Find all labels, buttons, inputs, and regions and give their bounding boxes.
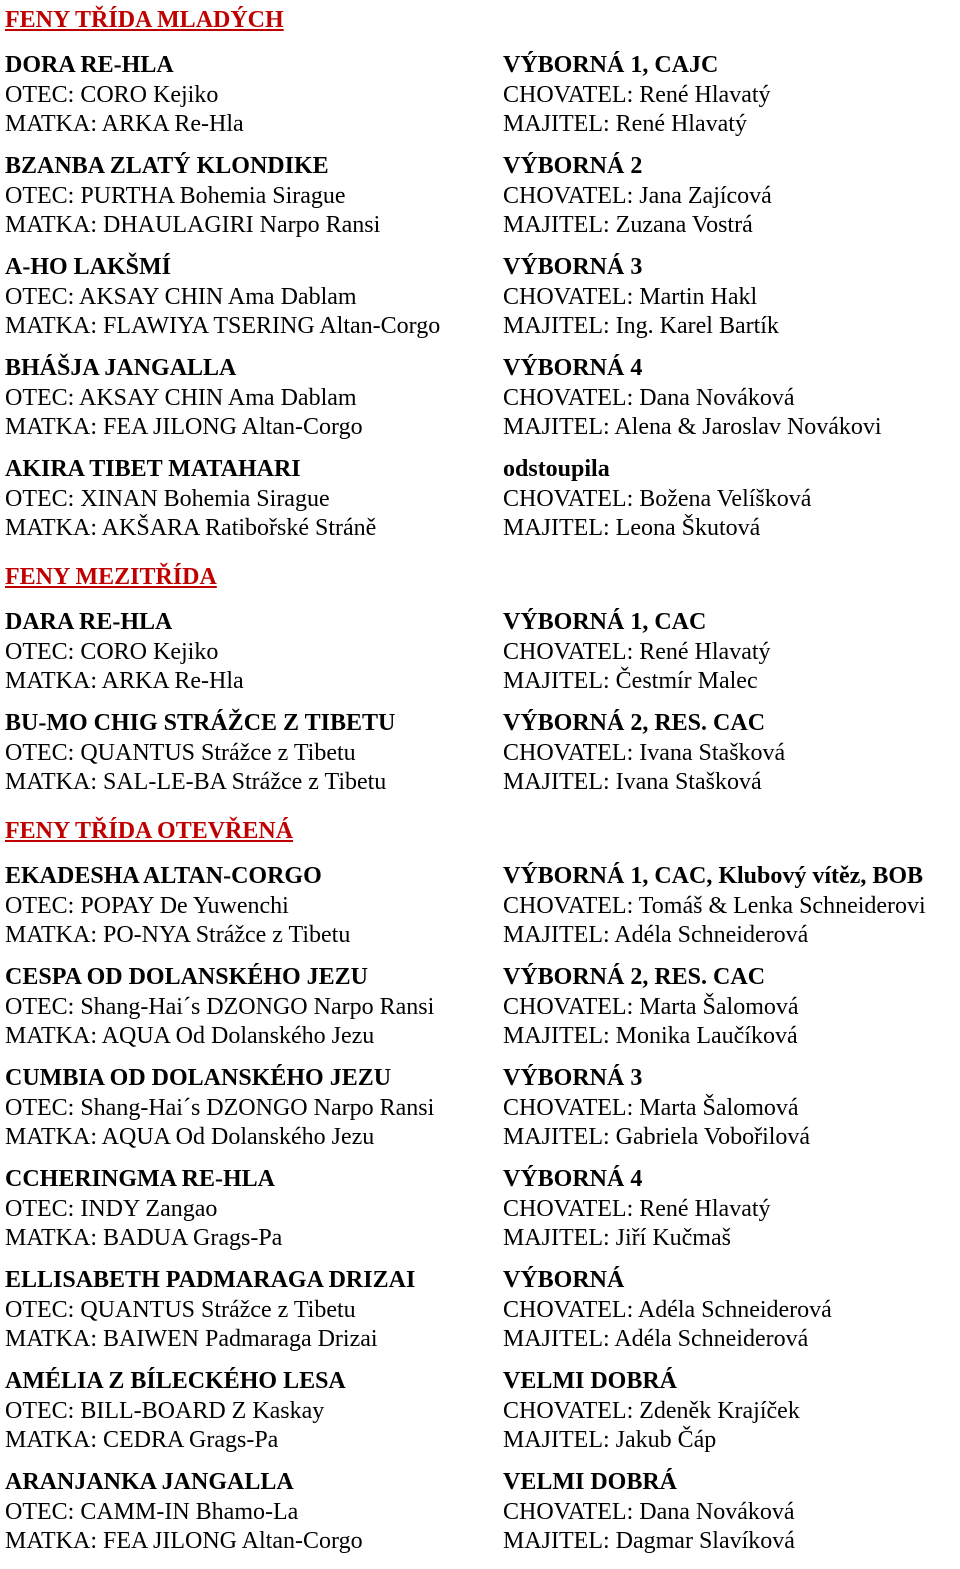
- dog-name: DARA RE-HLA: [5, 609, 173, 635]
- dog-info: [5, 1266, 500, 1355]
- dog-father: OTEC: POPAY De Yuwenchi: [5, 892, 289, 919]
- breeder: CHOVATEL: René Hlavatý: [503, 638, 771, 665]
- owner: MAJITEL: Ivana Stašková: [503, 769, 762, 795]
- owner: MAJITEL: Monika Laučíková: [503, 1023, 798, 1049]
- breeder: CHOVATEL: Martin Hakl: [503, 283, 758, 310]
- result-info: [503, 1266, 960, 1355]
- dog-name: EKADESHA ALTAN-CORGO: [5, 863, 322, 889]
- entry: [5, 253, 960, 354]
- rating: VÝBORNÁ 3: [503, 254, 643, 280]
- dog-name: CCHERINGMA RE-HLA: [5, 1166, 276, 1192]
- breeder: CHOVATEL: René Hlavatý: [503, 81, 771, 108]
- dog-mother: MATKA: DHAULAGIRI Narpo Ransi: [5, 212, 381, 238]
- result-info: [503, 455, 960, 544]
- dog-mother: MATKA: SAL-LE-BA Strážce z Tibetu: [5, 769, 387, 795]
- section-title: FENY TŘÍDA MLADÝCH: [5, 7, 284, 33]
- dog-name: BU-MO CHIG STRÁŽCE Z TIBETU: [5, 710, 396, 736]
- rating: VÝBORNÁ: [503, 1267, 625, 1293]
- breeder: CHOVATEL: Božena Velíšková: [503, 485, 812, 512]
- breeder: CHOVATEL: René Hlavatý: [503, 1195, 771, 1222]
- dog-info: [5, 963, 500, 1052]
- dog-father: OTEC: Shang-Hai´s DZONGO Narpo Ransi: [5, 993, 435, 1020]
- dog-name: DORA RE-HLA: [5, 52, 174, 78]
- breeder: CHOVATEL: Dana Nováková: [503, 1498, 795, 1525]
- result-info: [503, 354, 960, 443]
- entry: [5, 1468, 960, 1569]
- dog-name: CESPA OD DOLANSKÉHO JEZU: [5, 964, 368, 990]
- breeder: CHOVATEL: Tomáš & Lenka Schneiderovi: [503, 892, 926, 919]
- breeder: CHOVATEL: Marta Šalomová: [503, 1094, 799, 1121]
- breeder: CHOVATEL: Adéla Schneiderová: [503, 1296, 832, 1323]
- owner: MAJITEL: Jakub Čáp: [503, 1427, 717, 1453]
- section-open-class: [5, 816, 960, 1569]
- dog-mother: MATKA: AKŠARA Ratibořské Stráně: [5, 515, 377, 541]
- dog-mother: MATKA: BAIWEN Padmaraga Drizai: [5, 1326, 378, 1352]
- dog-info: [5, 253, 500, 342]
- dog-name: ELLISABETH PADMARAGA DRIZAI: [5, 1267, 416, 1293]
- entry: [5, 1064, 960, 1165]
- dog-name: BZANBA ZLATÝ KLONDIKE: [5, 153, 329, 179]
- entry: [5, 608, 960, 709]
- dog-name: A-HO LAKŠMÍ: [5, 254, 172, 280]
- entry: [5, 862, 960, 963]
- dog-father: OTEC: Shang-Hai´s DZONGO Narpo Ransi: [5, 1094, 435, 1121]
- dog-info: [5, 862, 500, 951]
- rating: VÝBORNÁ 2, RES. CAC: [503, 710, 766, 736]
- dog-father: OTEC: PURTHA Bohemia Sirague: [5, 182, 346, 209]
- dog-mother: MATKA: AQUA Od Dolanského Jezu: [5, 1124, 375, 1150]
- dog-father: OTEC: AKSAY CHIN Ama Dablam: [5, 283, 357, 310]
- dog-name: CUMBIA OD DOLANSKÉHO JEZU: [5, 1065, 392, 1091]
- owner: MAJITEL: Leona Škutová: [503, 515, 761, 541]
- breeder: CHOVATEL: Zdeněk Krajíček: [503, 1397, 800, 1424]
- dog-info: [5, 1468, 500, 1557]
- entry: [5, 1367, 960, 1468]
- dog-father: OTEC: AKSAY CHIN Ama Dablam: [5, 384, 357, 411]
- rating: VÝBORNÁ 2, RES. CAC: [503, 964, 766, 990]
- dog-father: OTEC: CAMM-IN Bhamo-La: [5, 1498, 299, 1525]
- rating: VÝBORNÁ 3: [503, 1065, 643, 1091]
- owner: MAJITEL: Ing. Karel Bartík: [503, 313, 779, 339]
- breeder: CHOVATEL: Jana Zajícová: [503, 182, 772, 209]
- result-info: [503, 1367, 960, 1456]
- section-title: FENY TŘÍDA OTEVŘENÁ: [5, 818, 294, 844]
- dog-info: [5, 152, 500, 241]
- owner: MAJITEL: Jiří Kučmaš: [503, 1225, 731, 1251]
- dog-name: BHÁŠJA JANGALLA: [5, 355, 237, 381]
- section-young-class: [5, 5, 960, 556]
- result-info: [503, 253, 960, 342]
- entry: [5, 455, 960, 556]
- rating: odstoupila: [503, 456, 610, 482]
- dog-info: [5, 1165, 500, 1254]
- owner: MAJITEL: René Hlavatý: [503, 111, 747, 137]
- dog-mother: MATKA: ARKA Re-Hla: [5, 668, 244, 694]
- dog-father: OTEC: CORO Kejiko: [5, 81, 219, 108]
- entry: [5, 152, 960, 253]
- result-info: [503, 608, 960, 697]
- rating: VÝBORNÁ 1, CAC, Klubový vítěz, BOB: [503, 863, 924, 889]
- section-title: FENY MEZITŘÍDA: [5, 564, 217, 590]
- result-info: [503, 963, 960, 1052]
- owner: MAJITEL: Adéla Schneiderová: [503, 922, 809, 948]
- dog-info: [5, 608, 500, 697]
- dog-name: AMÉLIA Z BÍLECKÉHO LESA: [5, 1368, 346, 1394]
- section-intermediate-class: [5, 562, 960, 810]
- dog-info: [5, 1064, 500, 1153]
- results-document: [5, 5, 960, 1569]
- owner: MAJITEL: Adéla Schneiderová: [503, 1326, 809, 1352]
- dog-info: [5, 455, 500, 544]
- breeder: CHOVATEL: Marta Šalomová: [503, 993, 799, 1020]
- entry: [5, 1165, 960, 1266]
- dog-father: OTEC: INDY Zangao: [5, 1195, 218, 1222]
- dog-father: OTEC: QUANTUS Strážce z Tibetu: [5, 739, 356, 766]
- result-info: [503, 1064, 960, 1153]
- result-info: [503, 862, 960, 951]
- owner: MAJITEL: Dagmar Slavíková: [503, 1528, 795, 1554]
- breeder: CHOVATEL: Ivana Stašková: [503, 739, 786, 766]
- result-info: [503, 1468, 960, 1557]
- dog-mother: MATKA: PO-NYA Strážce z Tibetu: [5, 922, 351, 948]
- dog-mother: MATKA: FLAWIYA TSERING Altan-Corgo: [5, 313, 441, 339]
- dog-father: OTEC: QUANTUS Strážce z Tibetu: [5, 1296, 356, 1323]
- rating: VÝBORNÁ 1, CAC: [503, 609, 707, 635]
- dog-name: ARANJANKA JANGALLA: [5, 1469, 294, 1495]
- rating: VÝBORNÁ 2: [503, 153, 643, 179]
- dog-mother: MATKA: CEDRA Grags-Pa: [5, 1427, 279, 1453]
- dog-mother: MATKA: AQUA Od Dolanského Jezu: [5, 1023, 375, 1049]
- entry: [5, 51, 960, 152]
- owner: MAJITEL: Gabriela Vobořilová: [503, 1124, 811, 1150]
- dog-mother: MATKA: BADUA Grags-Pa: [5, 1225, 283, 1251]
- dog-father: OTEC: BILL-BOARD Z Kaskay: [5, 1397, 325, 1424]
- rating: VELMI DOBRÁ: [503, 1368, 678, 1394]
- owner: MAJITEL: Alena & Jaroslav Novákovi: [503, 414, 882, 440]
- rating: VÝBORNÁ 4: [503, 355, 643, 381]
- dog-mother: MATKA: ARKA Re-Hla: [5, 111, 244, 137]
- result-info: [503, 709, 960, 798]
- rating: VÝBORNÁ 1, CAJC: [503, 52, 719, 78]
- result-info: [503, 51, 960, 140]
- rating: VELMI DOBRÁ: [503, 1469, 678, 1495]
- dog-info: [5, 709, 500, 798]
- dog-name: AKIRA TIBET MATAHARI: [5, 456, 301, 482]
- entry: [5, 354, 960, 455]
- breeder: CHOVATEL: Dana Nováková: [503, 384, 795, 411]
- owner: MAJITEL: Čestmír Malec: [503, 668, 758, 694]
- dog-info: [5, 354, 500, 443]
- dog-father: OTEC: XINAN Bohemia Sirague: [5, 485, 330, 512]
- dog-father: OTEC: CORO Kejiko: [5, 638, 219, 665]
- entry: [5, 1266, 960, 1367]
- entry: [5, 709, 960, 810]
- result-info: [503, 1165, 960, 1254]
- dog-mother: MATKA: FEA JILONG Altan-Corgo: [5, 1528, 363, 1554]
- dog-mother: MATKA: FEA JILONG Altan-Corgo: [5, 414, 363, 440]
- dog-info: [5, 1367, 500, 1456]
- owner: MAJITEL: Zuzana Vostrá: [503, 212, 753, 238]
- dog-info: [5, 51, 500, 140]
- result-info: [503, 152, 960, 241]
- rating: VÝBORNÁ 4: [503, 1166, 643, 1192]
- entry: [5, 963, 960, 1064]
